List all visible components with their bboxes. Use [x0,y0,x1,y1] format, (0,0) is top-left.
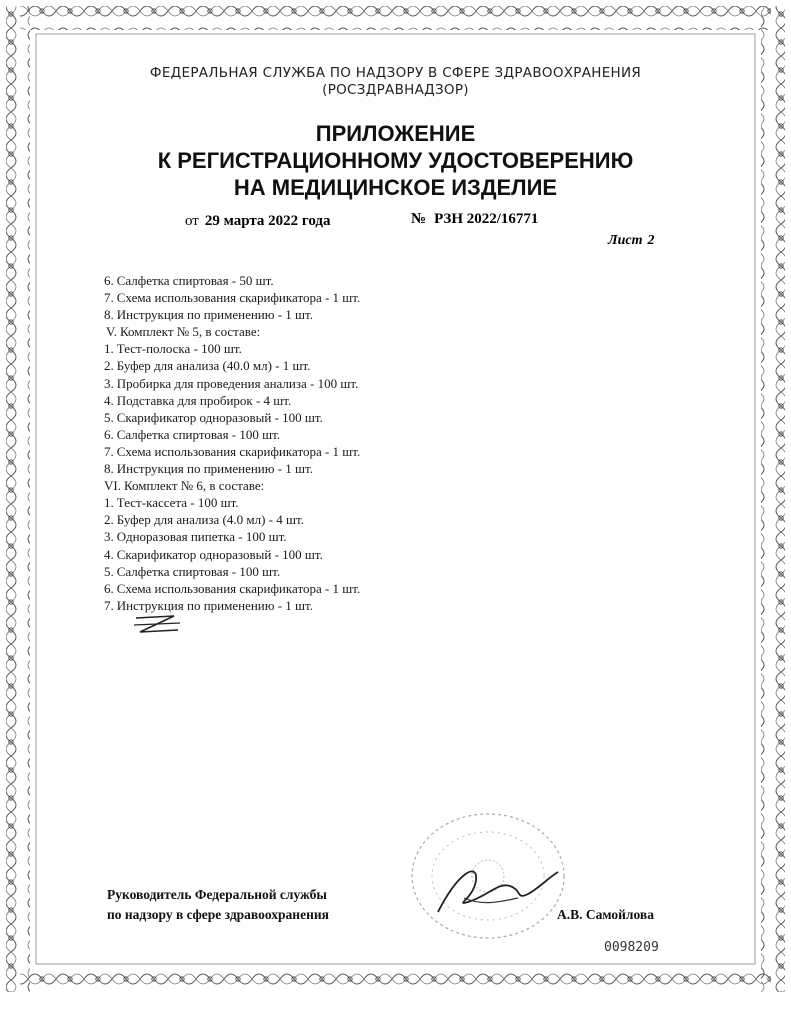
item-text: Комплект № 6, в составе: [123,478,265,494]
item-index: 1. [104,341,114,357]
sheet-label: Лист [608,233,643,248]
item-text: Буфер для анализа (40.0 мл) - 1 шт. [116,358,311,374]
item-index: 7. [104,597,114,613]
list-item [104,306,360,323]
list-item [104,392,360,409]
item-index: 8. [104,461,114,477]
form-serial-number: 0098209 [604,940,659,955]
item-text: Тест-полоска - 100 шт. [116,341,242,357]
item-text: Скарификатор одноразовый - 100 шт. [116,409,323,425]
item-text: Комплект № 5, в составе: [119,324,261,340]
document-title-line2: К РЕГИСТРАЦИОННОМУ УДОСТОВЕРЕНИЮ [157,148,634,173]
item-index: 6. [104,580,114,596]
signer-role-line1: Руководитель Федеральной службы [107,887,327,902]
signer-role-line2: по надзору в сфере здравоохранения [107,907,329,922]
item-text: Схема использования скарификатора - 1 шт. [116,443,361,459]
signer-name: А.В. Самойлова [557,907,654,922]
item-text: Инструкция по применению - 1 шт. [116,597,314,613]
issue-date [185,213,331,230]
list-item [104,511,360,528]
item-index: 4. [104,392,114,408]
item-index: 6. [104,426,114,442]
item-index: 3. [104,529,114,545]
item-text: Салфетка спиртовая - 100 шт. [116,426,281,442]
organization-abbreviation: (РОСЗДРАВНАДЗОР) [322,82,469,98]
item-text: Тест-кассета - 100 шт. [116,495,239,511]
end-of-list-strike-mark [132,612,182,636]
list-item [104,426,360,443]
kit-contents-list [104,272,360,614]
item-text: Инструкция по применению - 1 шт. [116,307,314,323]
section-heading [104,323,360,340]
date-value: 29 марта 2022 года [204,213,331,229]
item-index: 8. [104,307,114,323]
list-item [104,460,360,477]
item-text: Салфетка спиртовая - 50 шт. [116,273,274,288]
item-text: Подставка для пробирок - 4 шт. [116,392,292,408]
sheet-number [608,233,655,249]
list-item [104,357,360,374]
organization-name: ФЕДЕРАЛЬНАЯ СЛУЖБА ПО НАДЗОРУ В СФЕРЕ ЗДРАВООХРАНЕНИЯ [149,65,642,81]
item-text: Скарификатор одноразовый - 100 шт. [116,546,323,562]
item-text: Пробирка для проведения анализа - 100 шт. [116,375,359,391]
list-item [104,340,360,357]
item-index: VI. [104,478,121,494]
list-item [104,409,360,426]
item-index: 5. [104,409,114,425]
item-index: 6. [104,273,114,288]
list-item [104,563,360,580]
list-item [104,289,360,306]
list-item [104,580,360,597]
list-item [104,443,360,460]
registration-number [411,211,538,228]
list-item [104,546,360,563]
item-text: Инструкция по применению - 1 шт. [116,461,314,477]
section-heading [104,477,360,494]
date-label: от [185,213,199,229]
sheet-value: 2 [647,233,655,248]
item-text: Одноразовая пипетка - 100 шт. [116,529,287,545]
item-index: 3. [104,375,114,391]
reg-value: РЗН 2022/16771 [434,211,539,227]
reg-label: № [411,211,427,227]
item-index: 4. [104,546,114,562]
item-index: 2. [104,358,114,374]
document-title-line3: НА МЕДИЦИНСКОЕ ИЗДЕЛИЕ [233,175,558,200]
item-text: Салфетка спиртовая - 100 шт. [116,563,281,579]
item-text: Схема использования скарификатора - 1 шт. [116,580,361,596]
item-index: 7. [104,290,114,306]
item-index: V. [106,324,117,340]
item-index: 2. [104,512,114,528]
list-item [104,272,360,289]
item-index: 5. [104,563,114,579]
item-text: Схема использования скарификатора - 1 шт. [116,290,361,306]
item-text: Буфер для анализа (4.0 мл) - 4 шт. [116,512,304,528]
list-item [104,528,360,545]
item-index: 1. [104,495,114,511]
document-title-line1: ПРИЛОЖЕНИЕ [315,121,476,146]
item-index: 7. [104,443,114,459]
list-item [104,494,360,511]
list-item [104,375,360,392]
